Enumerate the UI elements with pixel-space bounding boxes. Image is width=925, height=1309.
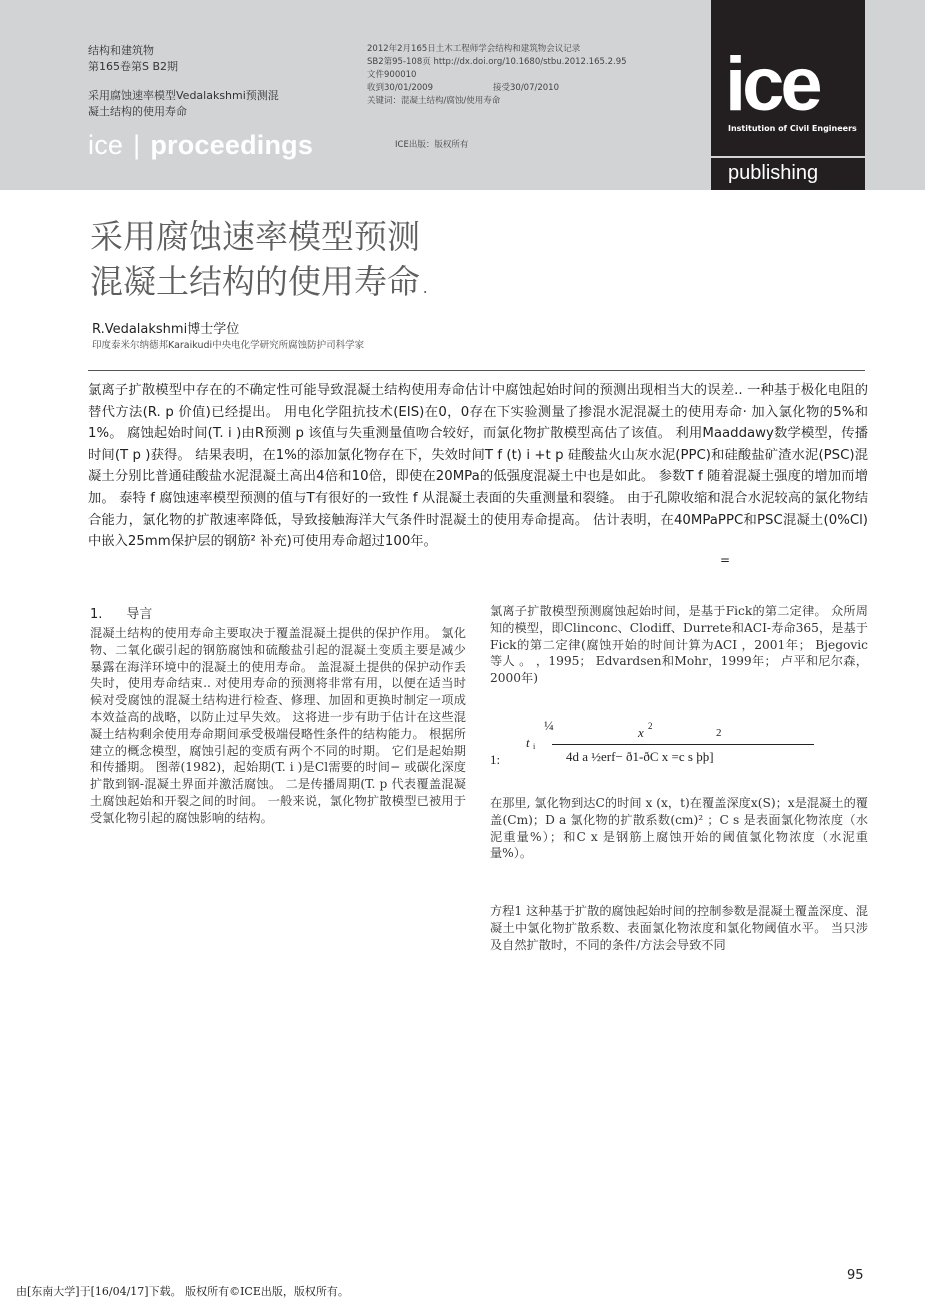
publishing-strip	[711, 156, 865, 190]
ice-logo-mark: ice	[725, 42, 819, 127]
eq-lhs-sub: i	[533, 742, 536, 751]
abstract: 氯离子扩散模型中存在的不确定性可能导致混凝土结构使用寿命估计中腐蚀起始时间的预测出现相当大的误差.. 一种基于极化电阻的替代方法(R. p 价值)已经提出。 用电化学阻抗技术(EIS)在0，0存在下实验测量了掺混水泥混凝土的使用寿命· 加入氯化物的5%和1%。 腐蚀起始时间(T. i )由R预测 p 该值与失重测量值吻合较好，而氯化物扩散模型高估了该值。 利用Maaddawy数学模型，传播时间(T p )获得。 结果表明，在1%的添加氯化物存在下，失效时间T f (t) i +t p 硅酸盐火山灰水泥(PPC)和硅酸盐矿渣水泥(PSC)混凝土分别比普通硅酸盐水泥混凝土高出4倍和10倍，即使在20MPa的低强度混凝土中也是如此。 参数T f 随着混凝土强度的增加而增加。 泰特 f 腐蚀速率模型预测的值与T有很好的一致性 f 从混凝土表面的失重测量和裂缝。 由于孔隙收缩和混合水泥较高的氯化物结合能力，氯化物的扩散速率降低，导致接触海洋大气条件时混凝土的使用寿命提高。 估计表明，在40MPaPPC和PSC混凝土(0%Cl)中嵌入25mm保护层的钢筋² 补充)可使用寿命超过100年。	[88, 383, 868, 550]
short-title-line2: 凝土结构的使用寿命	[88, 105, 187, 118]
author-affiliation: 印度泰米尔纳德邦Karaikudi中央电化学研究所腐蚀防护司科学家	[92, 340, 365, 351]
section-heading	[90, 603, 152, 622]
eq-quarter: ¼	[544, 718, 554, 733]
brand-separator: |	[133, 130, 141, 160]
copyright-note: ICE出版：版权所有	[395, 140, 469, 150]
equation-1	[490, 718, 868, 778]
title-line1: 采用腐蚀速率模型预测	[90, 217, 420, 256]
journal-header-band	[0, 0, 925, 190]
abstract-equals-mark: =	[720, 553, 731, 567]
article-meta	[367, 43, 627, 150]
page-number: 95	[847, 1268, 864, 1283]
journal-name: 结构和建筑物	[88, 44, 154, 57]
ice-publishing-logo	[711, 0, 865, 190]
eq-numerator: x	[638, 725, 644, 740]
eq-label: 1:	[490, 752, 501, 767]
accepted-date: 接受30/07/2010	[493, 83, 559, 93]
author-name: R.Vedalakshmi博士学位	[92, 322, 240, 337]
eq-fraction-bar	[552, 744, 814, 745]
issue-label: 第165卷第S B2期	[88, 60, 179, 73]
title-line2: 混凝土结构的使用寿命.	[90, 262, 431, 301]
section-title: 导言	[126, 607, 153, 622]
brand-ice: ice	[88, 130, 124, 160]
intro-left-column: 混凝土结构的使用寿命主要取决于覆盖混凝土提供的保护作用。 氯化物、二氧化碳引起的钢筋腐蚀和硫酸盐引起的混凝土变质主要是减少暴露在海洋环境中的混凝土的使用寿命。 盖混凝土提供的保护动作丢失时，使用寿命结束.. 对使用寿命的预测将非常有用，以便在适当时候对受腐蚀的混凝土结构进行检查、修理、加固和更换时制定一项成本效益高的战略，以防止过早失效。 这将进一步有助于估计在这些混凝土结构剩余使用寿命期间承受极端侵略性条件的结构能力。 根据所建立的概念模型，腐蚀引起的变质有两个不同的时期。 它们是起始期和传播期。 图蒂(1982)，起始期(T. i )是Cl需要的时间− 或碳化深度扩散到钢-混凝土界面并激活腐蚀。 二是传播周期(T. p 代表覆盖混凝土腐蚀起始和开裂之间的时间。 一般来说，氯化物扩散模型已被用于受氯化物引起的腐蚀影响的结构。	[90, 626, 466, 825]
eq-num-sup: 2	[648, 721, 653, 731]
intro-right-para1: 氯离子扩散模型预测腐蚀起始时间，是基于Fick的第二定律。 众所周知的模型，即Clinconc、Clodiff、Durrete和ACI-寿命365，是基于Fick的第二定律(腐蚀开始的时间计算为ACI ，2001年； Bjegovic 等人 。 ，1995； Edvardsen和Mohr，1999年； 卢平和尼尔森，2000年)	[490, 604, 868, 686]
download-footer: 由[东南大学]于[16/04/17]下载。 版权所有©ICE出版，版权所有。	[16, 1285, 349, 1298]
divider	[88, 370, 865, 371]
ice-proceedings-brand	[88, 130, 313, 161]
institution-name: Institution of Civil Engineers	[728, 124, 857, 133]
brand-proceedings: proceedings	[150, 130, 314, 160]
short-title-line1: 采用腐蚀速率模型Vedalakshmi预测混	[88, 89, 279, 102]
meta-line1: 2012年2月165日土木工程师学会结构和建筑物会议记录	[367, 44, 581, 54]
article-title	[90, 214, 431, 304]
publishing-label: publishing	[728, 162, 819, 184]
eq-exponent: 2	[716, 727, 722, 739]
journal-info	[88, 43, 279, 120]
section-number: 1.	[90, 607, 103, 622]
received-date: 收到30/01/2009	[367, 83, 433, 93]
intro-right-para3: 方程1 这种基于扩散的腐蚀起始时间的控制参数是混凝土覆盖深度、混凝土中氯化物扩散系数、表面氯化物浓度和氯化物阈值水平。 当只涉及自然扩散时，不同的条件/方法会导致不同	[490, 904, 868, 952]
doi-line[interactable]: SB2第95-108页 http://dx.doi.org/10.1680/stbu.2012.165.2.95	[367, 57, 627, 67]
eq-lhs: t	[526, 735, 530, 750]
intro-right-para2: 在那里, 氯化物到达C的时间 x (x，t)在覆盖深度x(S)；x是混凝土的覆盖(Cm)；D a 氯化物的扩散系数(cm)² ；C s 是表面氯化物浓度（水泥重量%）；和C x 是钢筋上腐蚀开始的阈值氯化物浓度（水泥重量%）。	[490, 796, 868, 861]
eq-denominator: 4d a ½erf− ð1-ðC x =c s þþ]	[566, 749, 714, 764]
keywords: 关键词：混凝土结构/腐蚀/使用寿命	[367, 96, 501, 106]
paper-number: 文件900010	[367, 70, 417, 80]
